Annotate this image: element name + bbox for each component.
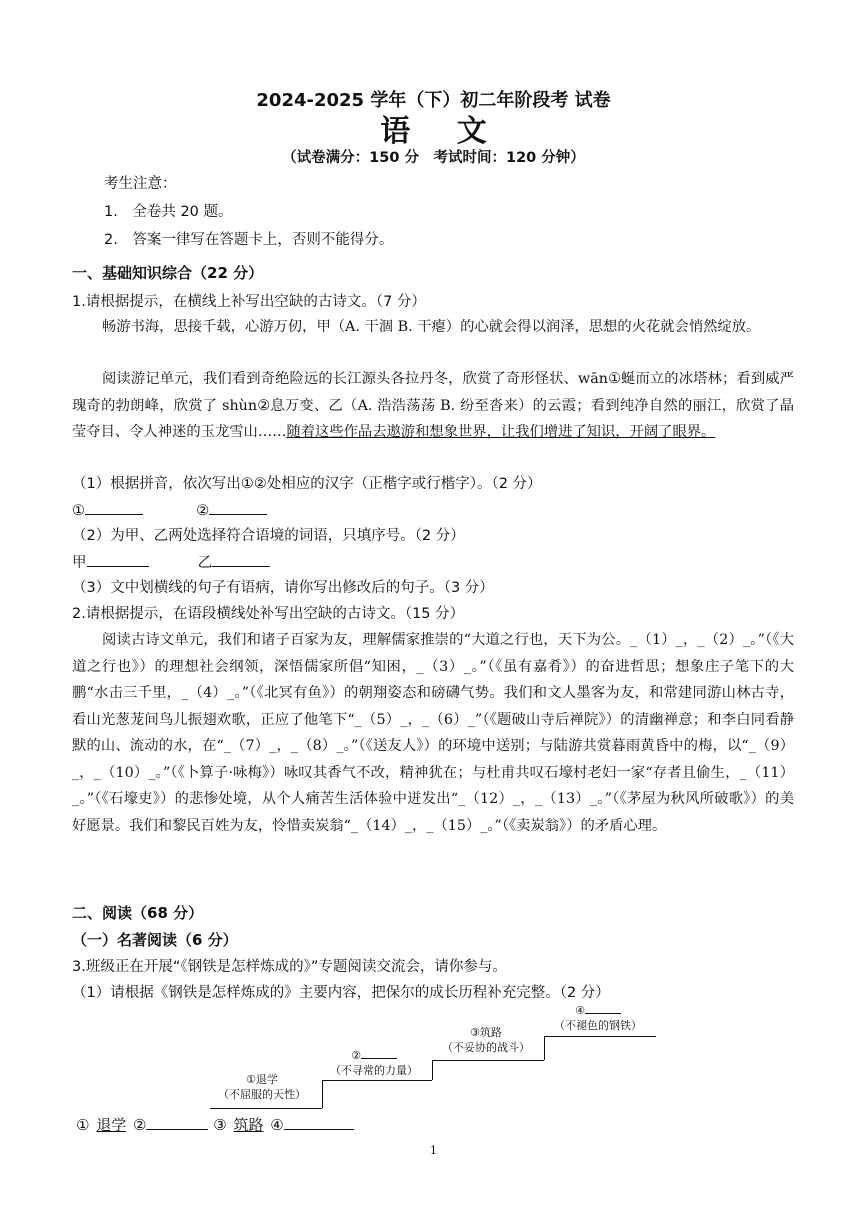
exam-meta: （试卷满分：150 分 考试时间：120 分钟） — [282, 150, 585, 166]
answer-2-blank[interactable] — [146, 1115, 208, 1130]
q2-paragraph: 阅读古诗文单元，我们和诸子百家为友，理解儒家推崇的“大道之行也，天下为公。_（1）_，_（2）_。”（《大道之行也》）的理想社会纲领，深悟儒家所倡“知困，_（3）_。”（《虽有嘉肴》）的奋进哲思；想象庄子笔下的大鹏“水击三千里，_（4）_。”（《北冥有鱼》）的朝翔姿态和磅礴气势。我们和文人墨客为友，和常建同游山林古寺，看山光葱茏间鸟儿振翅欢歌，正应了他笔下“_（5）_，_（6）_”（《题破山寺后禅院》）的清幽禅意；和李白同看静默的山、流动的水，在“_（7）_，_（8）_。”（《送友人》）的环境中送别；与陆游共赏暮雨黄昏中的梅，以“_（9）_，_（10）_。”（《卜算子·咏梅》）咏叹其香气不改，精神犹在；与杜甫共叹石壕村老妇一家“存者且偷生，_（11）_。”（《石壕吏》）的悲惨处境，从个人痛苦生活体验中迸发出“_（12）_，_（13）_。”（《茅屋为秋风所破歌》）的美好愿景。我们和黎民百姓为友，怜惜卖炭翁“_（14）_，_（15）_。”（《卖炭翁》）的矛盾心理。 — [72, 632, 794, 834]
blank-1-label: ① — [72, 503, 85, 519]
step-2-blank — [361, 1048, 397, 1059]
step-2-note: （不寻常的力量） — [330, 1064, 418, 1077]
q3-prompt: 3.班级正在开展“《钢铁是怎样炼成的》”专题阅读交流会，请你参与。 — [72, 959, 507, 975]
q3-answer-line: ① 退学 ② ③ 筑路 ④ — [76, 1114, 354, 1135]
answer-3: 筑路 — [233, 1116, 264, 1134]
notice-item-1: 1. 全卷共 20 题。 — [104, 204, 233, 220]
stair-riser-2 — [432, 1060, 433, 1080]
page-number: 1 — [430, 1144, 437, 1157]
q1-prompt: 1.请根据提示，在横线上补写出空缺的古诗文。（7 分） — [72, 294, 426, 310]
step-1-note: （不屈服的天性） — [218, 1088, 306, 1101]
section-1-heading: 一、基础知识综合（22 分） — [72, 264, 264, 282]
stair-step-4 — [544, 1036, 656, 1037]
q2-prompt: 2.请根据提示，在语段横线处补写出空缺的古诗文。（15 分） — [72, 606, 465, 622]
q1-paragraph-2 — [72, 366, 794, 446]
stair-step-1 — [210, 1108, 322, 1109]
step-3-note: （不妥协的战斗） — [442, 1041, 530, 1054]
q3-sub1: （1）请根据《钢铁是怎样炼成的》主要内容，把保尔的成长历程补充完整。（2 分） — [72, 985, 610, 1001]
step-2-title: ② — [324, 1048, 424, 1063]
stair-step-3 — [432, 1060, 544, 1061]
stair-riser-1 — [322, 1080, 323, 1108]
blank-jia-label: 甲 — [72, 555, 87, 571]
notice-item-2: 2. 答案一律写在答题卡上，否则不能得分。 — [104, 232, 394, 248]
part-1-heading: （一）名著阅读（6 分） — [72, 931, 238, 949]
step-3-label — [436, 1025, 536, 1055]
exam-title: 2024-2025 学年（下）初二年阶段考 试卷 — [256, 90, 611, 111]
step-4-note: （不褪色的钢铁） — [554, 1019, 642, 1032]
step-3-title: ③筑路 — [470, 1026, 502, 1039]
q1-sub1: （1）根据拼音，依次写出①②处相应的汉字（正楷字或行楷字）。（2 分） — [72, 476, 542, 492]
step-4-blank — [585, 1003, 621, 1014]
blank-2-line[interactable] — [209, 500, 267, 515]
step-2-label — [324, 1048, 424, 1078]
blank-2-label: ② — [196, 503, 210, 519]
blank-yi-line[interactable] — [212, 552, 270, 567]
stair-riser-3 — [544, 1036, 545, 1060]
blank-1-line[interactable] — [85, 500, 143, 515]
notice-heading: 考生注意： — [104, 176, 177, 192]
blank-yi-label: 乙 — [197, 555, 213, 571]
section-2-heading: 二、阅读（68 分） — [72, 904, 204, 922]
q1-paragraph-2-text: 阅读游记单元，我们看到奇绝险远的长江源头各拉丹冬，欣赏了奇形怪状、wān①蜒而立的冰塔林；看到威严瑰奇的勃朗峰，欣赏了 shùn②息万变、乙（A. 浩浩荡荡 B. 纷至沓来）的云霞；看到纯净自然的丽江，欣赏了晶莹夺目、令人神迷的玉龙雪山…… — [72, 371, 794, 440]
q1-sub3: （3）文中划横线的句子有语病，请你写出修改后的句子。（3 分） — [72, 580, 494, 596]
step-1-title: ①退学 — [246, 1073, 278, 1086]
answer-1: 退学 — [96, 1116, 127, 1134]
q1-paragraph-1: 畅游书海，思接千载，心游万仞，甲（A. 干涸 B. 干瘪）的心就会得以润泽，思想的火花就会悄然绽放。 — [102, 319, 761, 335]
q1-sub1-blanks — [72, 500, 267, 519]
q1-sub2-blanks — [72, 551, 270, 572]
answer-4-blank[interactable] — [284, 1115, 354, 1130]
q1-sub2: （2）为甲、乙两处选择符合语境的词语，只填序号。（2 分） — [72, 528, 465, 544]
q1-underlined-sentence: 随着这些作品去遨游和想象世界，让我们增进了知识，开阔了眼界。 — [286, 424, 716, 440]
subject-title: 语 文 — [380, 114, 505, 149]
step-4-title: ④ — [548, 1003, 648, 1018]
step-4-label — [548, 1003, 648, 1033]
blank-jia-line[interactable] — [87, 552, 149, 567]
stair-step-2 — [322, 1080, 432, 1081]
step-1-label — [212, 1072, 312, 1102]
